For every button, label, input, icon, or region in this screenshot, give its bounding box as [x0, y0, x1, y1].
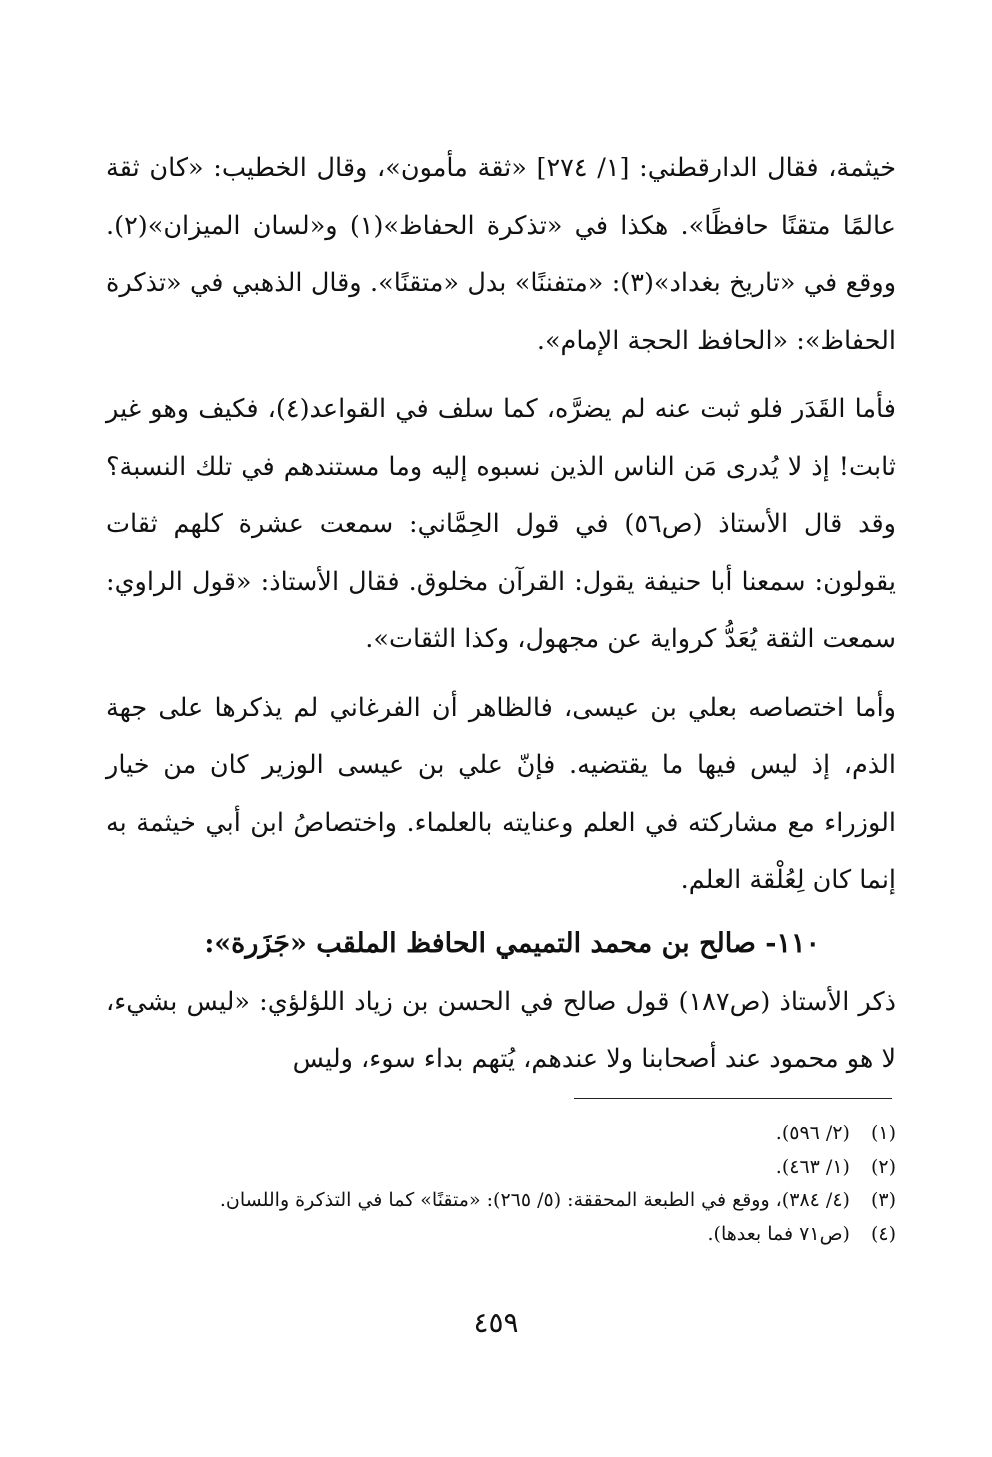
footnote-number: (٢)	[870, 1155, 896, 1178]
footnote-number: (٣)	[870, 1189, 896, 1211]
footnote-4	[106, 1218, 896, 1252]
paragraph-salih-quote: ذكر الأستاذ (ص١٨٧) قول صالح في الحسن بن زياد اللؤلؤي: «ليس بشيء، لا هو محمود عند أصحابنا ولا عندهم، يُتهم بداء سوء، وليس	[106, 986, 896, 1074]
footnote-2	[106, 1151, 896, 1185]
paragraph-qadar: فأما القَدَر فلو ثبت عنه لم يضرَّه، كما سلف في القواعد(٤)، فكيف وهو غير ثابت! إذ لا يُدرى مَن الناس الذين نسبوه إليه وما مستندهم في تلك النسبة؟ وقد قال الأستاذ (ص٥٦) في قول الحِمَّاني: سمعت عشرة كلهم ثقات يقولون: سمعنا أبا حنيفة يقول: القرآن مخلوق. فقال الأستاذ: «قول الراوي: سمعت الثقة يُعَدُّ كرواية عن مجهول، وكذا الثقات».	[106, 394, 896, 654]
footnote-text: (ص٧١ فما بعدها).	[707, 1222, 850, 1245]
footnote-text: (٢/ ٥٩٦).	[775, 1122, 850, 1144]
footnote-separator	[574, 1098, 892, 1099]
paragraph-khaythama: خيثمة، فقال الدارقطني: [١/ ٢٧٤] «ثقة مأمون»، وقال الخطيب: «كان ثقة عالمًا متقنًا حافظًا». هكذا في «تذكرة الحفاظ»(١) و«لسان الميزان»(٢). ووقع في «تاريخ بغداد»(٣): «متفننًا» بدل «متقنًا». وقال الذهبي في «تذكرة الحفاظ»: «الحافظ الحجة الإمام».	[106, 153, 897, 356]
footnote-3	[106, 1184, 896, 1218]
page-body	[106, 140, 896, 1089]
footnote-text: (١/ ٤٦٣).	[775, 1155, 850, 1178]
paragraph-ali-bin-isa: وأما اختصاصه بعلي بن عيسى، فالظاهر أن الفرغاني لم يذكرها على جهة الذم، إذ ليس فيها ما يقتضيه. فإنّ علي بن عيسى الوزير كان من خيار الوزراء مع مشاركته في العلم وعنايته بالعلماء. واختصاصُ ابن أبي خيثمة به إنما كان لِعُلْقة العلم.	[106, 692, 896, 895]
footnote-1	[106, 1117, 896, 1151]
footnote-number: (٤)	[870, 1222, 896, 1245]
page-number: ٤٥٩	[473, 1306, 519, 1339]
footnote-text: (٤/ ٣٨٤)، ووقع في الطبعة المحققة: (٥/ ٢٦٥): «متقنًا» كما في التذكرة واللسان.	[219, 1189, 850, 1211]
footnotes	[106, 1117, 896, 1251]
footnote-number: (١)	[870, 1122, 896, 1144]
entry-heading-110: ١١٠- صالح بن محمد التميمي الحافظ الملقب «جَزَرة»:	[204, 927, 820, 959]
